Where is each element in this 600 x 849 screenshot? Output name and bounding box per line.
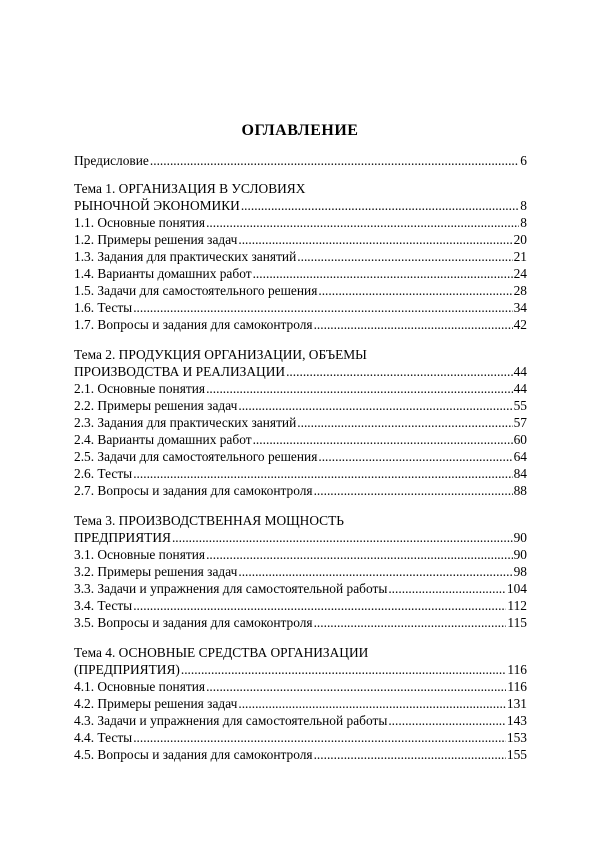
leader-dots — [133, 299, 512, 316]
toc-entry — [74, 299, 527, 316]
toc-page-number: 28 — [513, 283, 527, 298]
toc-entry-label: РЫНОЧНОЙ ЭКОНОМИКИ — [74, 198, 240, 213]
topic-heading-line1: Тема 4. ОСНОВНЫЕ СРЕДСТВА ОРГАНИЗАЦИИ — [74, 645, 369, 660]
toc-entry — [74, 265, 527, 282]
leader-dots — [172, 529, 513, 546]
toc-page-number: 8 — [520, 198, 527, 213]
toc-page-number: 98 — [513, 564, 527, 579]
toc-topic — [74, 346, 527, 499]
toc-entry-label: 1.5. Задачи для самостоятельного решения — [74, 283, 318, 298]
leader-dots — [238, 397, 512, 414]
leader-dots — [314, 746, 506, 763]
toc-entry-label: 3.2. Примеры решения задач — [74, 564, 238, 579]
leader-dots — [133, 465, 512, 482]
leader-dots — [388, 712, 506, 729]
toc-topic — [74, 180, 527, 333]
toc-entry-label: 1.4. Варианты домашних работ — [74, 266, 252, 281]
toc-entry — [74, 563, 527, 580]
leader-dots — [314, 614, 507, 631]
leader-dots — [314, 482, 513, 499]
toc-entry-label: 2.1. Основные понятия — [74, 381, 206, 396]
toc-entry — [74, 316, 527, 333]
toc-page-number: 116 — [507, 679, 527, 694]
topic-heading-line2 — [74, 529, 527, 546]
topic-heading-line2 — [74, 197, 527, 214]
leader-dots — [318, 282, 512, 299]
toc-topic — [74, 644, 527, 763]
toc-entry — [74, 597, 527, 614]
topic-heading-line2 — [74, 661, 527, 678]
topic-heading-line1: Тема 1. ОРГАНИЗАЦИЯ В УСЛОВИЯХ — [74, 181, 306, 196]
toc-page-number: 104 — [506, 581, 527, 596]
toc-entry-label: ПРОИЗВОДСТВА И РЕАЛИЗАЦИИ — [74, 364, 286, 379]
toc-entry-label: 2.2. Примеры решения задач — [74, 398, 238, 413]
toc-page-number: 34 — [513, 300, 527, 315]
leader-dots — [314, 316, 513, 333]
topic-heading-line1: Тема 3. ПРОИЗВОДСТВЕННАЯ МОЩНОСТЬ — [74, 513, 344, 528]
leader-dots — [206, 546, 513, 563]
toc-entry-label: 4.4. Тесты — [74, 730, 133, 745]
toc-page-number: 116 — [507, 662, 527, 677]
toc-entry — [74, 746, 527, 763]
toc-entry-preface — [74, 152, 527, 169]
toc-page-number: 131 — [506, 696, 527, 711]
toc-entry — [74, 678, 527, 695]
toc-page-number: 44 — [513, 381, 527, 396]
leader-dots — [286, 363, 513, 380]
page-title: ОГЛАВЛЕНИЕ — [241, 122, 359, 139]
toc-page-number: 153 — [506, 730, 527, 745]
toc-entry — [74, 248, 527, 265]
toc-entry-label: 4.3. Задачи и упражнения для самостоятельной работы — [74, 713, 388, 728]
toc-entry-label: (ПРЕДПРИЯТИЯ) — [74, 662, 180, 677]
leader-dots — [150, 152, 519, 169]
toc-entry-label: 4.1. Основные понятия — [74, 679, 206, 694]
toc-page-number: 42 — [513, 317, 527, 332]
toc-entry — [74, 214, 527, 231]
toc-entry — [74, 712, 527, 729]
toc-entry-label: 2.3. Задания для практических занятий — [74, 415, 297, 430]
toc-page-number: 21 — [513, 249, 527, 264]
leader-dots — [133, 729, 506, 746]
toc-page-number: 90 — [513, 530, 527, 545]
toc-page-number: 90 — [513, 547, 527, 562]
leader-dots — [206, 214, 519, 231]
toc-entry — [74, 695, 527, 712]
toc-entry-label: 4.2. Примеры решения задач — [74, 696, 238, 711]
toc-entry — [74, 431, 527, 448]
toc-entry-label: 1.2. Примеры решения задач — [74, 232, 238, 247]
table-of-contents — [74, 152, 527, 763]
toc-entry-label: 1.1. Основные понятия — [74, 215, 206, 230]
leader-dots — [388, 580, 506, 597]
toc-page-number: 112 — [507, 598, 527, 613]
toc-page-number: 88 — [513, 483, 527, 498]
toc-entry-label: 3.3. Задачи и упражнения для самостоятельной работы — [74, 581, 388, 596]
toc-entry-label: 2.4. Варианты домашних работ — [74, 432, 252, 447]
leader-dots — [297, 248, 512, 265]
toc-entry-label: 1.6. Тесты — [74, 300, 133, 315]
toc-entry-label: 3.5. Вопросы и задания для самоконтроля — [74, 615, 313, 630]
toc-page-number: 155 — [506, 747, 527, 762]
topic-heading-line1: Тема 2. ПРОДУКЦИЯ ОРГАНИЗАЦИИ, ОБЪЕМЫ — [74, 347, 367, 362]
toc-entry-label: 3.4. Тесты — [74, 598, 133, 613]
toc-entry-label: 1.3. Задания для практических занятий — [74, 249, 297, 264]
toc-entry — [74, 546, 527, 563]
toc-page-number: 24 — [513, 266, 527, 281]
leader-dots — [238, 563, 512, 580]
toc-page-number: 64 — [513, 449, 527, 464]
leader-dots — [318, 448, 512, 465]
leader-dots — [297, 414, 512, 431]
toc-page-number: 60 — [513, 432, 527, 447]
topic-heading-line2 — [74, 363, 527, 380]
toc-entry — [74, 465, 527, 482]
toc-entry-label: 4.5. Вопросы и задания для самоконтроля — [74, 747, 313, 762]
toc-page-number: 6 — [520, 153, 527, 168]
toc-page-number: 8 — [520, 215, 527, 230]
toc-entry — [74, 231, 527, 248]
toc-entry — [74, 482, 527, 499]
toc-topic — [74, 512, 527, 631]
toc-page-number: 84 — [513, 466, 527, 481]
toc-entry — [74, 282, 527, 299]
leader-dots — [241, 197, 519, 214]
toc-entry — [74, 580, 527, 597]
toc-entry — [74, 448, 527, 465]
toc-page-number: 44 — [513, 364, 527, 379]
toc-entry-label: ПРЕДПРИЯТИЯ — [74, 530, 171, 545]
leader-dots — [133, 597, 506, 614]
toc-entry-label: 2.6. Тесты — [74, 466, 133, 481]
toc-entry-label: Предисловие — [74, 153, 149, 168]
toc-entry — [74, 729, 527, 746]
leader-dots — [206, 380, 513, 397]
toc-entry-label: 1.7. Вопросы и задания для самоконтроля — [74, 317, 313, 332]
toc-entry-label: 3.1. Основные понятия — [74, 547, 206, 562]
toc-entry-label: 2.5. Задачи для самостоятельного решения — [74, 449, 318, 464]
toc-page-number: 20 — [513, 232, 527, 247]
toc-entry — [74, 614, 527, 631]
leader-dots — [238, 695, 506, 712]
toc-entry — [74, 397, 527, 414]
leader-dots — [253, 431, 513, 448]
leader-dots — [238, 231, 512, 248]
leader-dots — [181, 661, 507, 678]
toc-entry — [74, 380, 527, 397]
leader-dots — [206, 678, 506, 695]
toc-page-number: 57 — [513, 415, 527, 430]
toc-entry-label: 2.7. Вопросы и задания для самоконтроля — [74, 483, 313, 498]
toc-entry — [74, 414, 527, 431]
toc-page-number: 55 — [513, 398, 527, 413]
toc-page-number: 115 — [507, 615, 527, 630]
toc-page-number: 143 — [506, 713, 527, 728]
leader-dots — [253, 265, 513, 282]
